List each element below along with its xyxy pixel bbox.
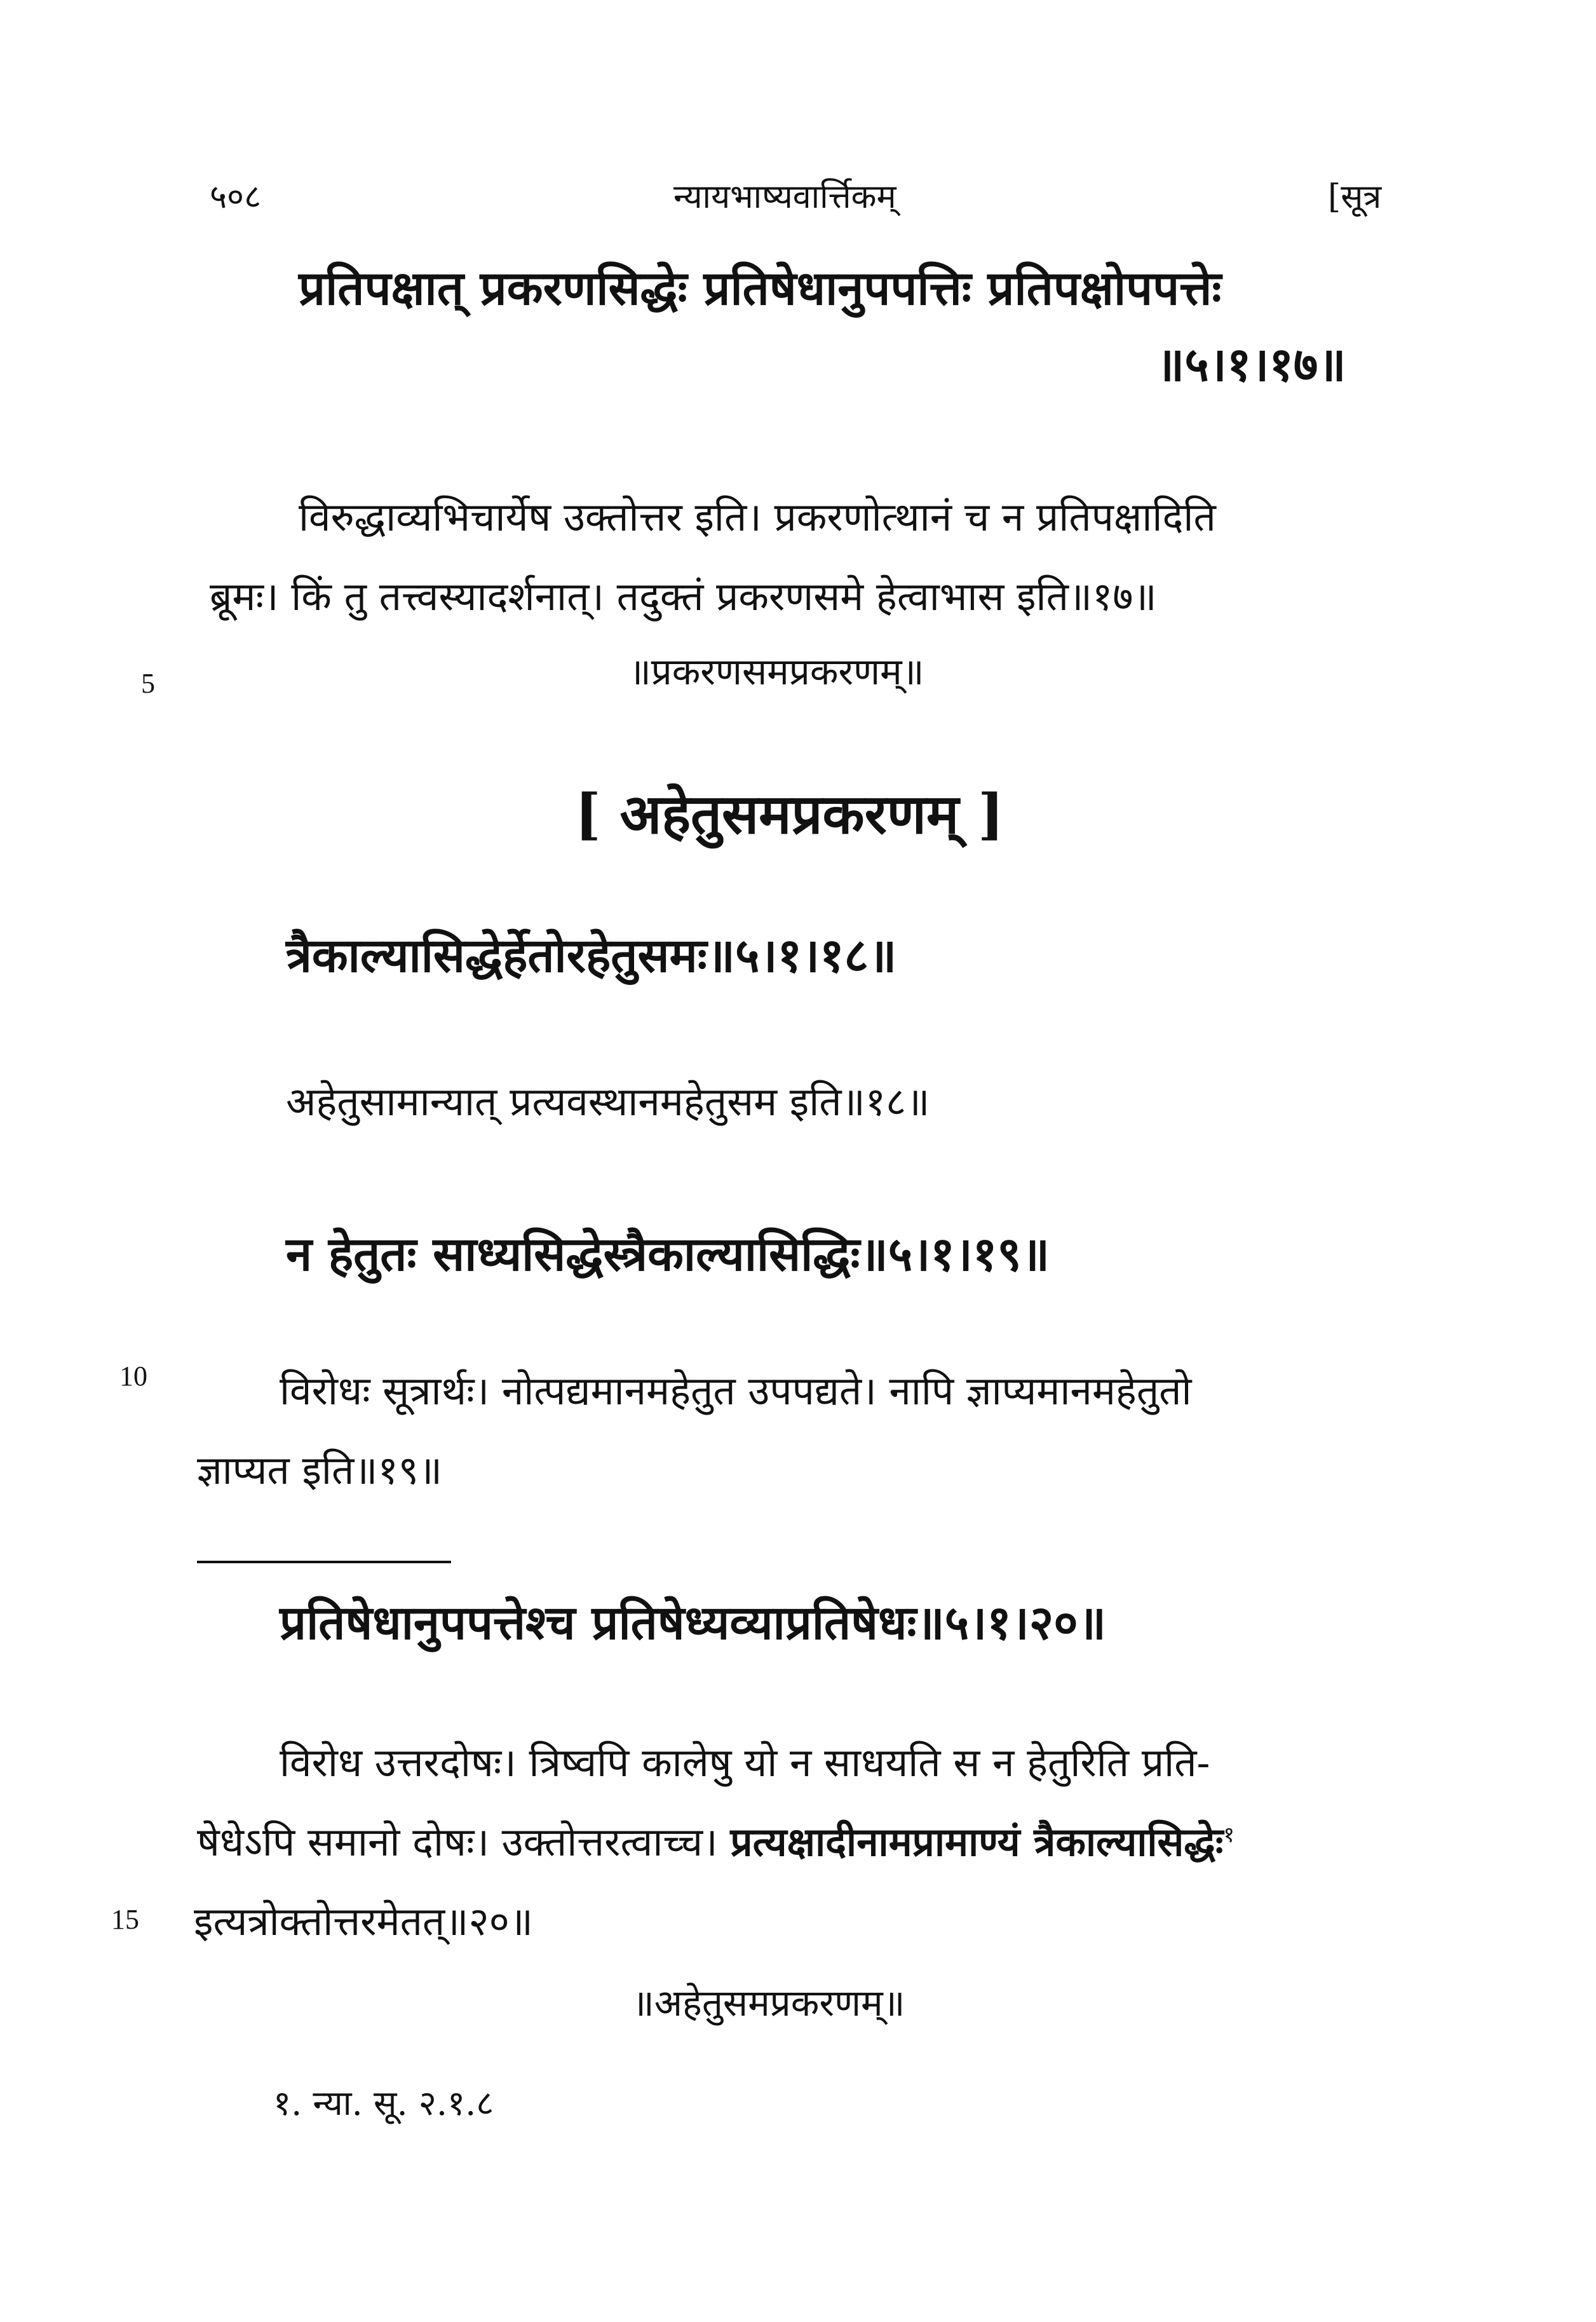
footnote: १. न्या. सू. २.१.८: [273, 2083, 494, 2123]
commentary-20-line3: इत्यत्रोक्तोत्तरमेतत्॥२०॥: [194, 1898, 534, 1945]
sutra-17-line1: प्रतिपक्षात् प्रकरणसिद्धेः प्रतिषेधानुपपत्तिः प्रतिपक्षोपपत्तेः: [299, 261, 1222, 316]
line-number-10: 10: [119, 1361, 147, 1392]
colophon-ahetusama: ॥अहेतुसमप्रकरणम्॥: [632, 1981, 905, 2025]
footnote-marker: १: [1223, 1822, 1235, 1848]
sutra-quote: प्रत्यक्षादीनामप्रामाण्यं त्रैकाल्यासिद्धेः: [730, 1819, 1224, 1865]
commentary-20-line1: विरोध उत्तरदोषः। त्रिष्वपि कालेषु यो न साधयति स न हेतुरिति प्रति-: [280, 1739, 1210, 1786]
running-title: न्यायभाष्यवार्त्तिकम्: [673, 178, 896, 216]
commentary-19-line2: ज्ञाप्यत इति॥१९॥: [197, 1447, 443, 1493]
sutra-17-line2: ॥५।१।१७॥: [1156, 337, 1346, 392]
commentary-17-line2: ब्रूमः। किं तु तत्त्वस्यादर्शनात्। तदुक्तं प्रकरणसमे हेत्वाभास इति॥१७॥: [210, 573, 1157, 620]
commentary-19-line1: विरोधः सूत्रार्थः। नोत्पद्यमानमहेतुत उपपद्यते। नापि ज्ञाप्यमानमहेतुतो: [280, 1368, 1192, 1414]
commentary-20-line2-text: षेधेऽपि समानो दोषः। उक्तोत्तरत्वाच्च।: [197, 1819, 718, 1865]
page-number: ५०८: [210, 178, 262, 216]
line-number-15: 15: [111, 1904, 139, 1935]
sutra-19: न हेतुतः साध्यसिद्धेस्त्रैकाल्यासिद्धिः॥५।१।१९॥: [286, 1227, 1050, 1282]
section-marker: [सूत्र: [1328, 178, 1382, 216]
commentary-18: अहेतुसामान्यात् प्रत्यवस्थानमहेतुसम इति॥१८॥: [286, 1078, 930, 1125]
commentary-17-line1: विरुद्धाव्यभिचार्येष उक्तोत्तर इति। प्रकरणोत्थानं च न प्रतिपक्षादिति: [299, 494, 1216, 540]
line-number-5: 5: [141, 668, 155, 699]
footnote-rule: [197, 1561, 451, 1563]
sutra-18: त्रैकाल्यासिद्धेर्हेतोरहेतुसमः॥५।१।१८॥: [286, 928, 897, 983]
sutra-20: प्रतिषेधानुपपत्तेश्च प्रतिषेध्यव्याप्रतिषेधः॥५।१।२०॥: [280, 1596, 1107, 1650]
section-title: [ अहेतुसमप्रकरणम् ]: [575, 782, 1004, 846]
colophon-prakaranasama: ॥प्रकरणसमप्रकरणम्॥: [629, 650, 924, 693]
commentary-20-line2: [197, 1814, 1234, 1868]
